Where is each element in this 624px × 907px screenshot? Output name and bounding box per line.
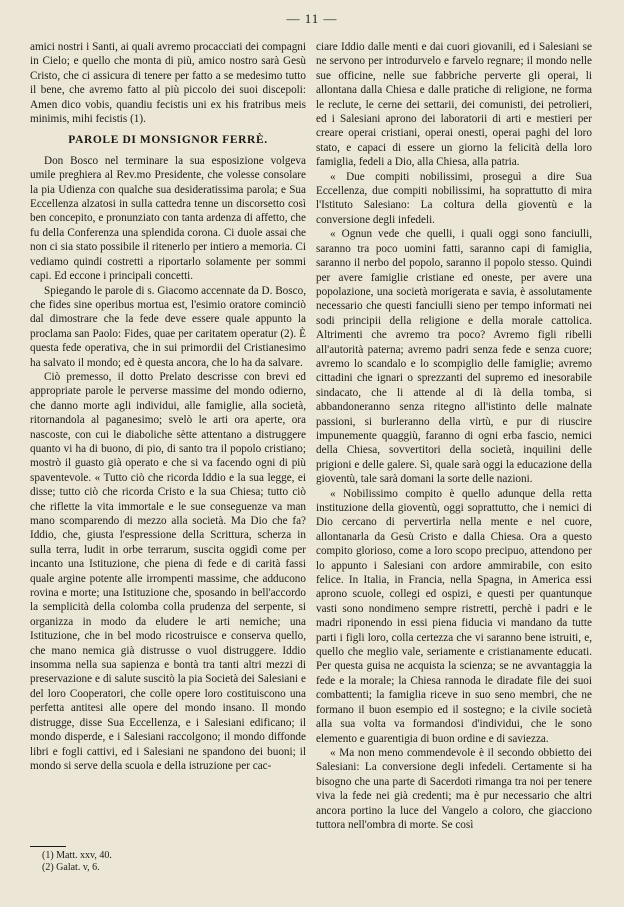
footnotes <box>30 846 306 873</box>
left-column <box>30 40 306 773</box>
paragraph: ciare Iddio dalle menti e dai cuori giovanili, ed i Salesiani se ne servono per introdurvelo e farvelo regnare; il mondo nelle sue officine, nelle sue fabbriche perverte gli operai, li allontana dalla Chiesa e dalle pratiche di religione, ne forma le reclute, le cerne dei settarii, dei comunisti, dei petrolieri, ed i Salesiani aprono dei laboratorii di arti e mestieri per creare operai cristiani, operai onesti, operai paghi del loro stato, e capaci di essere un giorno la felicità della loro famiglia, fedeli a Dio, alla Chiesa, alla patria. <box>316 41 592 169</box>
footnote: (2) Galat. v, 6. <box>42 861 100 873</box>
paragraph: amici nostri i Santi, ai quali avremo procacciati dei compagni in Cielo; e quello che monta di più, amico nostro sarà Gesù Cristo, che ci assicura di tenere per fatto a se medesimo tutto il bene, che avremo fatto al più piccolo dei suoi discepoli: Amen dico vobis, quandiu fecistis uni ex his fratribus meis minimis, mihi fecistis (1). <box>30 41 306 126</box>
footnote-rule <box>30 846 66 847</box>
paragraph: « Nobilissimo compito è quello adunque della retta instituzione della gioventù, oggi soprattutto, che i nemici di Dio cercano di pervertirla nella mente e nel cuore, allontanarla da Gesù Cristo e dalla Chiesa. Ora a questo compito glorioso, come a loro scopo precipuo, attendono per lo appunto i Salesiani con ardore ammirabile, con esito felice. In Italia, in Francia, nella Spagna, in America essi aprono scuole, collegi ed ospizi, e questi per quantunque vasti sono nondimeno sempre ristretti, perchè i padri e le madri riponendo in essi piena fiducia vi mandano da tutte parti i figli loro, colla certezza che vi saranno bene istruiti, e, quello che meglio vale, seriamente e cristianamente educati. Per questa guisa ne acquista la scienza; se ne avvantaggia la fede e la morale; la Chiesa rannoda le diradate file dei suoi combattenti; la famiglia riceve in suo seno membri, che ne formano il buon esempio ed il sostegno; e la civile società alla sua volta va formandosi d'individui, che le sono elemento e guarentigia di buon ordine e di saviezza. <box>316 487 592 745</box>
paragraph: Ciò premesso, il dotto Prelato descrisse con brevi ed appropriate parole le perverse massime del mondo odierno, che danno morte agli individui, alle famiglie, alla società, ritornandola al paganesimo; svelò le arti ora aperte, ora nascoste, con cui le diaboliche sètte attentano a distruggere quanto vi ha di buono, di pio, di santo tra il popolo cristiano; mostrò il guasto già operato e che si va facendo ogni di più spaventevole. « Tutto ciò che ricorda Iddio e la sua legge, ei disse; tutto ciò che ricorda Cristo e la sua Chiesa; tutto ciò che riflette la vita immortale e le sue conseguenze va man mano scomparendo di mezzo alla società. Ma Dio che fa? Iddio, che, giusta l'espressione della Scrittura, scherza in sulla terra, ludit in orbe terrarum, suscita oggidì come per incanto una Istituzione, che piena di fede e di carità fassi quale argine potente alle irrompenti massime, che adducono rovina e morte; una Istituzione che, sposando in bell'accordo la semplicità della colomba colla prudenza del serpente, si organizza in modo da eludere le arti nemiche; una Istituzione, che in bel modo ricostruisce e conserva quello, che mano nemica già distrusse o vuol distruggere. Iddio insomma nella sua sapienza e bontà tra tanti altri mezzi di preservazione e di salute suscitò la pia Società dei Salesiani e del loro Cooperatori, che colle opere loro costituiscono una perfetta antitesi alle opere del mondo insano. Il mondo distrugge, disse Sua Eccellenza, e i Salesiani edificano; il mondo disperde, e i Salesiani raccolgono; il mondo diffonde libri e fogli cattivi, ed i Salesiani ne spandono dei buoni; il mondo si serve della scuola e della istruzione per cac- <box>30 370 306 772</box>
paragraph: « Ognun vede che quelli, i quali oggi sono fanciulli, saranno tra poco uomini fatti, saranno capi di famiglia, saranno il nerbo del popolo, saranno il popolo stesso. Quindi per avere famiglie cristiane ed oneste, per avere una popolazione, una società morigerata e savia, è assolutamente necessario che questi fanciulli sieno per tempo informati nei sodi principii della religione e della morale cattolica. Altrimenti che avremo tra poco? Avremo figli ribelli all'autorità paterna; avremo padri senza fede e senza cuore; avremo lo scandalo e lo scompiglio delle famiglie; avremo cittadini che ignari o sprezzanti del supremo ed inesorabile sindacato, che li attende al di là della tomba, si abbandoneranno senza ritegno all'istinto delle malnate passioni, si burleranno della virtù, e pur di riuscire impunemente quaggiù, faranno di ogni erba fascio, nemici della Chiesa, sovvertitori della società, inquilini delle prigioni e delle galere. Sì, quale sarà oggi la educazione della gioventù, tale sarà domani la sorte delle nazioni. <box>316 228 592 486</box>
right-column <box>316 40 592 832</box>
paragraph: Don Bosco nel terminare la sua esposizione volgeva umile preghiera al Rev.mo Presidente, che volesse consolare la pia Udienza con qualche sua desideratissima parola; e Sua Eccellenza alzatosi in sulla cattedra tenne un discorsetto così ben concepito, e pronunziato con tanta ardenza di affetto, che fu della Conferenza una splendida corona. Ci duole assai che non ci sia stato possibile il ritenerlo per intiero a memoria. Ci vediamo quindi costretti a riportarlo solamente per sommi capi. Ed eccone i principali concetti. <box>30 154 306 283</box>
page-number: — 11 — <box>286 11 338 26</box>
paragraph: « Due compiti nobilissimi, proseguì a dire Sua Eccellenza, due compiti nobilissimi, ha soprattutto di mira l'Istituto Salesiano: La coltura della gioventù e la conversione degli infedeli. <box>316 170 592 226</box>
footnote: (1) Matt. xxv, 40. <box>42 850 112 861</box>
paragraph: « Ma non meno commendevole è il secondo obbietto dei Salesiani: La conversione degli infedeli. Certamente si ha bisogno che una parte di Sacerdoti rimanga tra noi per tenere viva la fede nei già credenti; ma è pur necessario che altri ancora portino la luce del Vangelo a coloro, che giacciono tuttora nell'ombra di morte. Se così <box>316 746 592 831</box>
section-heading: PAROLE DI MONSIGNOR FERRÈ. <box>68 134 268 147</box>
paragraph: Spiegando le parole di s. Giacomo accennate da D. Bosco, che fides sine operibus mortua est, l'esimio oratore cominciò dal dimostrare che la fede deve essere quale appunto la proclama san Paolo: Fides, quae per caritatem operatur (2). È questa fede operativa, che in sui primordii del Cristianesimo ha salvato il mondo; ed è questa ancora, che lo ha da salvare. <box>30 284 306 369</box>
